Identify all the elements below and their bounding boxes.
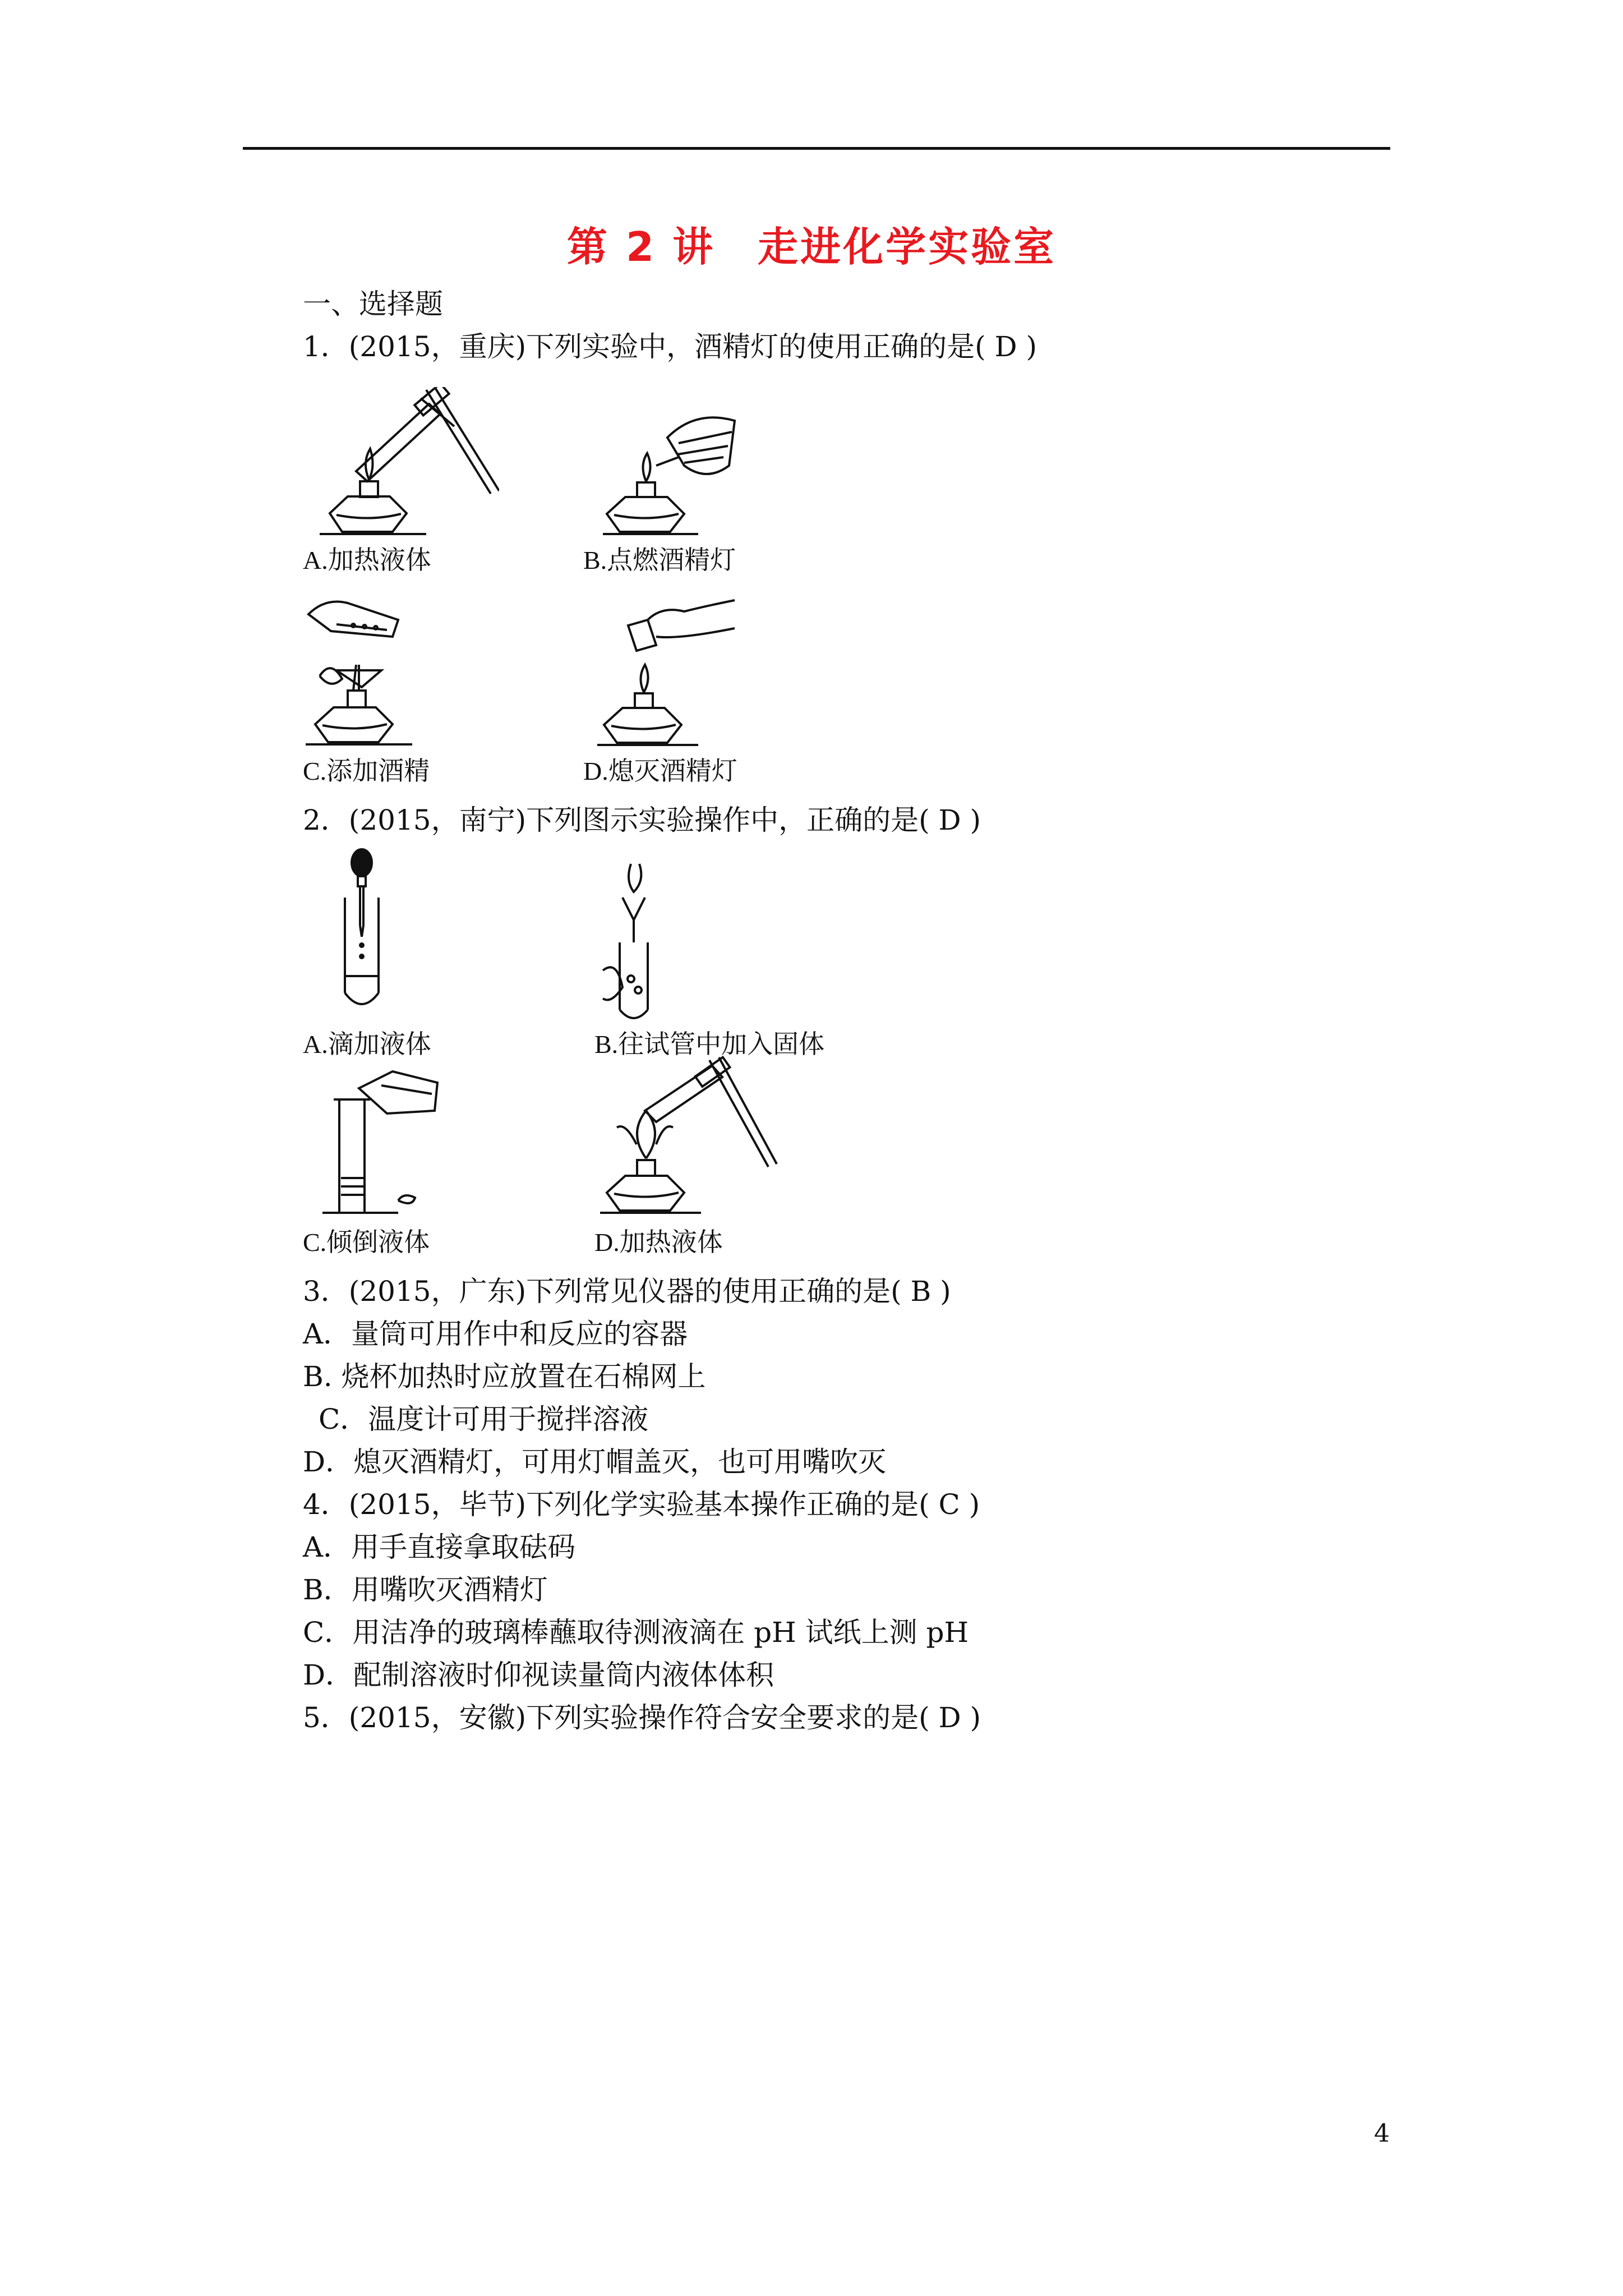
q1-figure-a-heating-liquid: [314, 387, 499, 539]
q1-figure-c-adding-alcohol: [303, 592, 443, 749]
q1-caption-d: D.熄灭酒精灯: [583, 757, 737, 785]
q1-figure-d-extinguishing-lamp: [594, 595, 740, 749]
question-4-option-c: C．用洁净的玻璃棒蘸取待测液滴在 pH 试纸上测 pH: [303, 1616, 969, 1649]
q2-caption-a: A.滴加液体: [303, 1030, 431, 1059]
q1-figure-b-lighting-lamp: [600, 404, 746, 539]
question-5-stem: 5．(2015，安徽)下列实验操作符合安全要求的是( D ): [303, 1701, 981, 1734]
question-3-option-c: C．温度计可用于搅拌溶液: [319, 1403, 649, 1435]
page-number: 4: [1374, 2119, 1390, 2148]
q2-caption-d: D.加热液体: [594, 1228, 723, 1257]
question-4-stem: 4．(2015，毕节)下列化学实验基本操作正确的是( C ): [303, 1488, 980, 1521]
question-3-option-d: D．熄灭酒精灯，可用灯帽盖灭，也可用嘴吹灭: [303, 1446, 887, 1478]
q2-caption-c: C.倾倒液体: [303, 1228, 430, 1257]
question-3-stem: 3．(2015，广东)下列常见仪器的使用正确的是( B ): [303, 1275, 951, 1308]
question-4-option-d: D．配制溶液时仰视读量筒内液体体积: [303, 1659, 774, 1691]
page-title: 第 2 讲 走进化学实验室: [566, 223, 1057, 270]
q1-caption-b: B.点燃酒精灯: [583, 546, 736, 574]
question-3-option-b: B. 烧杯加热时应放置在石棉网上: [303, 1360, 706, 1393]
question-4-option-a: A．用手直接拿取砝码: [303, 1531, 576, 1563]
question-3-option-a: A．量筒可用作中和反应的容器: [303, 1318, 688, 1350]
header-rule: [243, 147, 1390, 150]
q2-caption-b: B.往试管中加入固体: [594, 1030, 825, 1059]
q2-figure-d-heating-liquid: [594, 1055, 780, 1217]
question-1-stem: 1．(2015，重庆)下列实验中，酒精灯的使用正确的是( D ): [303, 330, 1037, 363]
section-heading: 一、选择题: [303, 288, 443, 320]
q2-figure-b-adding-solid: [600, 858, 673, 1021]
question-4-option-b: B．用嘴吹灭酒精灯: [303, 1573, 548, 1606]
q2-figure-a-dropping-liquid: [336, 847, 387, 1010]
q1-caption-c: C.添加酒精: [303, 757, 430, 785]
question-2-stem: 2．(2015，南宁)下列图示实验操作中，正确的是( D ): [303, 804, 981, 836]
q1-caption-a: A.加热液体: [303, 546, 431, 574]
q2-figure-c-pouring-liquid: [320, 1066, 449, 1217]
